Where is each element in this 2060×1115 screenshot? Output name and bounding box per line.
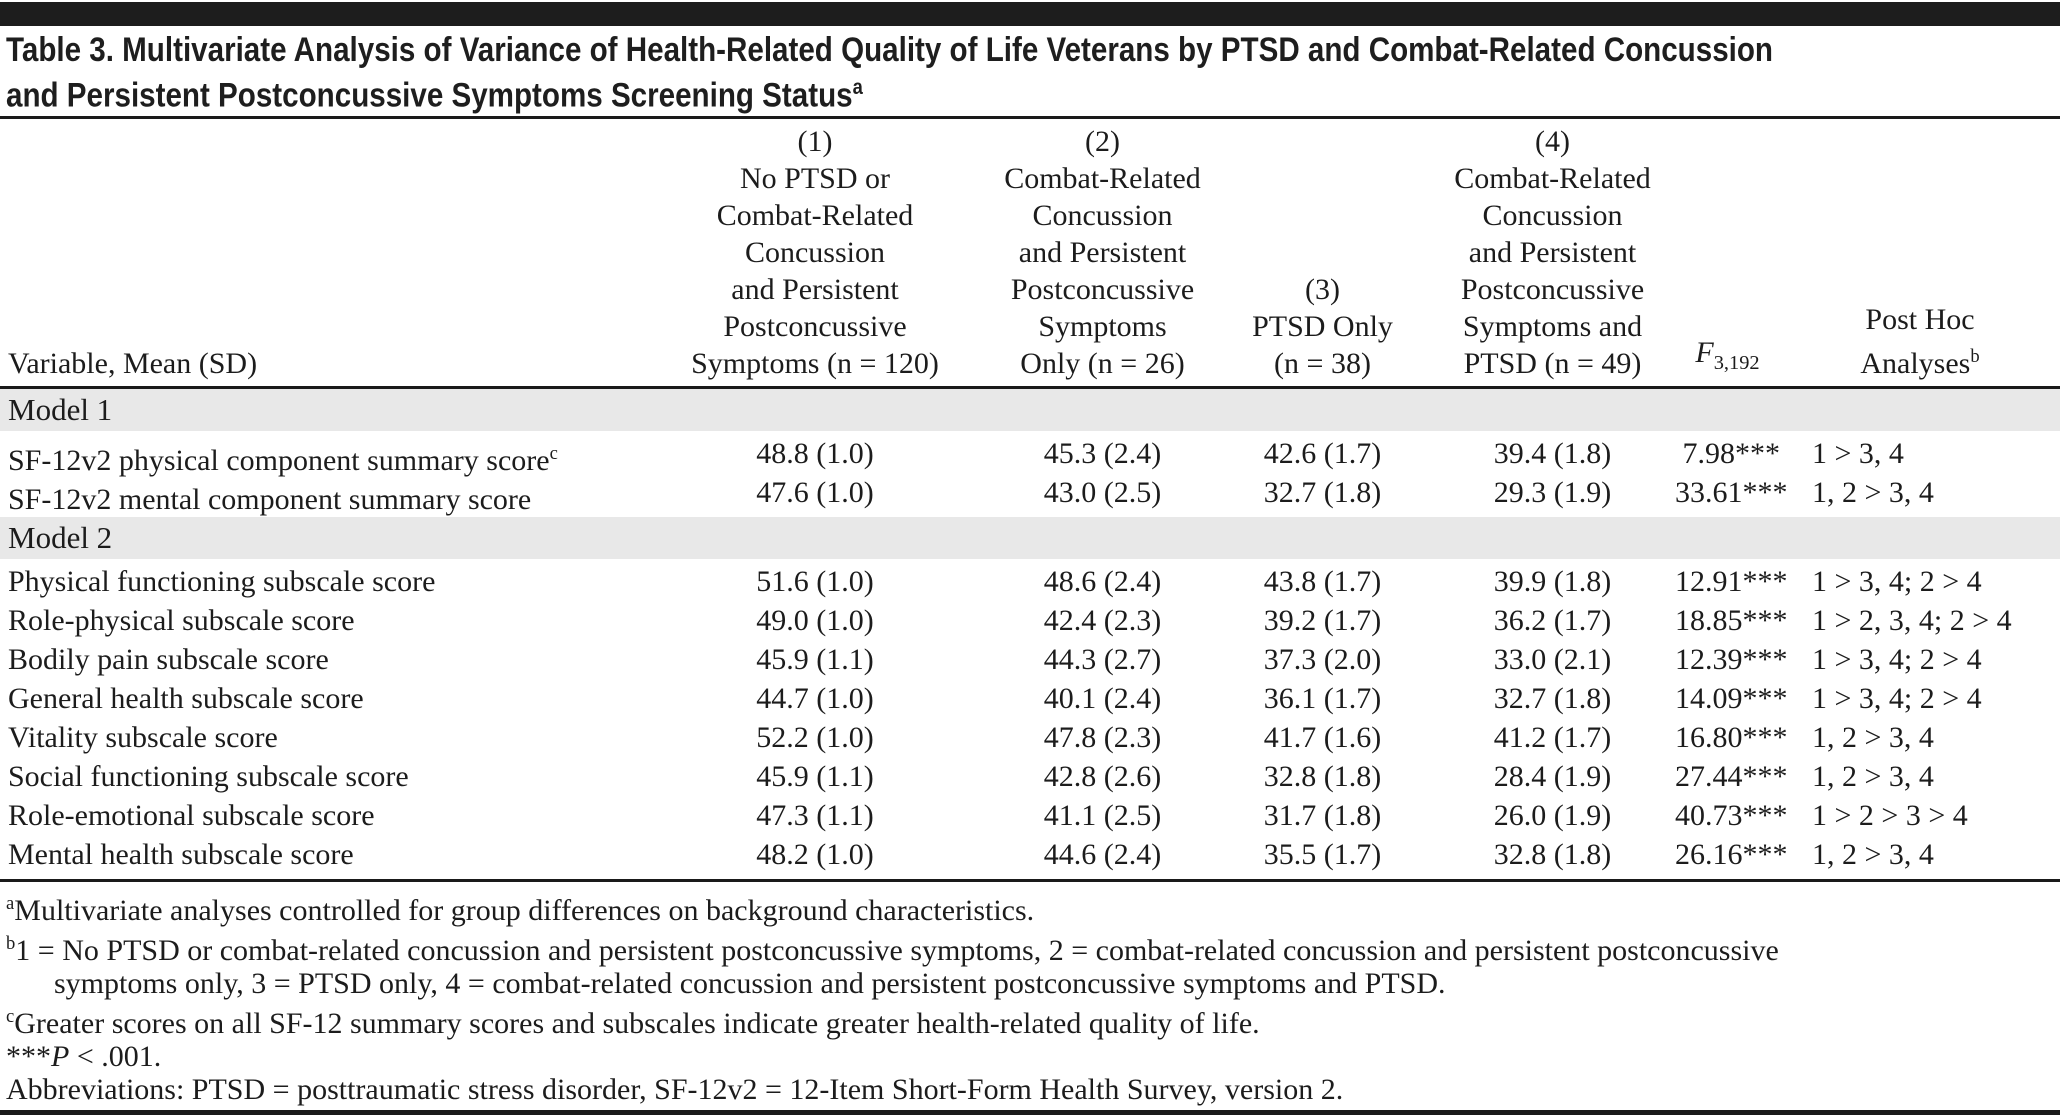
cell-group3: 43.8 (1.7) — [1263, 565, 1382, 599]
cell-group4: 41.2 (1.7) — [1493, 721, 1612, 755]
cell-group4: 32.7 (1.8) — [1493, 682, 1612, 716]
footnote-b: $^b$1 = No PTSD or combat-related concussion and persistent postconcussive symptoms, 2 = combat-related concussion and persistent postconcussive — [6, 933, 1779, 968]
cell-posthoc: 1, 2 > 3, 4 — [1812, 838, 1934, 872]
cell-group2: 40.1 (2.4) — [1043, 682, 1162, 716]
cell-group1: 48.8 (1.0) — [756, 437, 874, 471]
cell-group1: 45.9 (1.1) — [756, 643, 874, 677]
cell-group3: 37.3 (2.0) — [1263, 643, 1382, 677]
cell-group3: 32.8 (1.8) — [1263, 760, 1382, 794]
cell-group1: 51.6 (1.0) — [756, 565, 874, 599]
cell-group2: 47.8 (2.3) — [1043, 721, 1162, 755]
table-row — [0, 718, 2060, 757]
cell-posthoc: 1 > 2, 3, 4; 2 > 4 — [1812, 604, 2012, 638]
title-line: and Persistent Postconcussive Symptoms Screening Status$^a$ — [6, 76, 863, 115]
column-header-posthoc: Post Hoc Analyses$^b$ — [1860, 303, 1980, 381]
cell-posthoc: 1 > 3, 4; 2 > 4 — [1812, 565, 1982, 599]
cell-group1: 47.6 (1.0) — [756, 476, 874, 510]
cell-posthoc: 1, 2 > 3, 4 — [1812, 721, 1934, 755]
cell-group2: 44.6 (2.4) — [1043, 838, 1162, 872]
cell-group4: 29.3 (1.9) — [1493, 476, 1612, 510]
cell-group3: 41.7 (1.6) — [1263, 721, 1382, 755]
table-row — [0, 679, 2060, 718]
cell-group1: 52.2 (1.0) — [756, 721, 874, 755]
cell-group4: 33.0 (2.1) — [1493, 643, 1612, 677]
cell-variable: Role-emotional subscale score — [8, 799, 375, 833]
section-header-model1: Model 1 — [0, 389, 2060, 431]
cell-group2: 43.0 (2.5) — [1043, 476, 1162, 510]
cell-f-value: 40.73*** — [1675, 799, 1788, 833]
column-header-variable: Variable, Mean (SD) — [8, 347, 258, 381]
table-row — [0, 601, 2060, 640]
title-superscript: a — [852, 76, 863, 99]
cell-variable: Mental health subscale score — [8, 838, 354, 872]
cell-posthoc: 1, 2 > 3, 4 — [1812, 476, 1934, 510]
cell-f-value: 14.09*** — [1675, 682, 1788, 716]
cell-group2: 44.3 (2.7) — [1043, 643, 1162, 677]
cell-group3: 39.2 (1.7) — [1263, 604, 1382, 638]
cell-group3: 35.5 (1.7) — [1263, 838, 1382, 872]
cell-group3: 32.7 (1.8) — [1263, 476, 1382, 510]
top-black-bar — [0, 2, 2060, 26]
footnote-c: $^c$Greater scores on all SF-12 summary scores and subscales indicate greater health-related quality of life. — [6, 1006, 1260, 1041]
cell-group4: 26.0 (1.9) — [1493, 799, 1612, 833]
footnote-significance: ***P < .001. — [6, 1040, 162, 1074]
cell-variable: Vitality subscale score — [8, 721, 278, 755]
cell-group2: 42.4 (2.3) — [1043, 604, 1162, 638]
cell-group2: 45.3 (2.4) — [1043, 437, 1162, 471]
cell-group4: 39.4 (1.8) — [1493, 437, 1612, 471]
column-header-group2: (2) Combat-Related Concussion and Persistent Postconcussive Symptoms Only (n = 26) — [1004, 125, 1201, 381]
cell-f-value: 18.85*** — [1675, 604, 1788, 638]
column-header-group1: (1) No PTSD or Combat-Related Concussion and Persistent Postconcussive Symptoms (n = 120) — [691, 125, 939, 381]
cell-posthoc: 1 > 3, 4; 2 > 4 — [1812, 643, 1982, 677]
table-row — [0, 434, 2060, 478]
cell-f-value: 27.44*** — [1675, 760, 1788, 794]
column-header-group4: (4) Combat-Related Concussion and Persistent Postconcussive Symptoms and PTSD (n = 49) — [1454, 125, 1651, 381]
cell-posthoc: 1, 2 > 3, 4 — [1812, 760, 1934, 794]
cell-group1: 49.0 (1.0) — [756, 604, 874, 638]
model2-rows — [0, 559, 2060, 879]
table-title — [0, 26, 2060, 116]
table-row — [0, 640, 2060, 679]
cell-group4: 32.8 (1.8) — [1493, 838, 1612, 872]
cell-f-value: 12.91*** — [1675, 565, 1788, 599]
footnotes — [0, 882, 2060, 1108]
table-row — [0, 835, 2060, 874]
cell-variable: Physical functioning subscale score — [8, 565, 436, 599]
cell-variable: General health subscale score — [8, 682, 364, 716]
cell-variable: Role-physical subscale score — [8, 604, 355, 638]
cell-group1: 45.9 (1.1) — [756, 760, 874, 794]
model1-rows — [0, 431, 2060, 517]
cell-f-value: 16.80*** — [1675, 721, 1788, 755]
footnote-a: $^a$Multivariate analyses controlled for group differences on background characteristics. — [6, 893, 1035, 928]
cell-group1: 47.3 (1.1) — [756, 799, 874, 833]
cell-group3: 31.7 (1.8) — [1263, 799, 1382, 833]
cell-group4: 39.9 (1.8) — [1493, 565, 1612, 599]
cell-posthoc: 1 > 2 > 3 > 4 — [1812, 799, 1968, 833]
cell-variable: Social functioning subscale score — [8, 760, 409, 794]
cell-f-value: 26.16*** — [1675, 838, 1788, 872]
variable-superscript: c — [549, 443, 558, 465]
table-row — [0, 757, 2060, 796]
table-row — [0, 796, 2060, 835]
cell-variable: Bodily pain subscale score — [8, 643, 329, 677]
cell-group3: 42.6 (1.7) — [1263, 437, 1382, 471]
cell-group4: 28.4 (1.9) — [1493, 760, 1612, 794]
column-header-group3: (3) PTSD Only (n = 38) — [1252, 273, 1393, 381]
cell-variable: SF-12v2 physical component summary score$^c$ — [8, 443, 558, 478]
cell-f-value: 7.98*** — [1682, 437, 1780, 471]
cell-f-value: 33.61*** — [1675, 476, 1788, 510]
section-header-model2: Model 2 — [0, 517, 2060, 559]
footnote-b-continued: symptoms only, 3 = PTSD only, 4 = combat-related concussion and persistent postconcussive symptoms and PTSD. — [54, 967, 1446, 1001]
title-line: Table 3. Multivariate Analysis of Variance of Health-Related Quality of Life Veterans by PTSD and Combat-Related Concussion — [6, 31, 1774, 69]
table-row — [0, 562, 2060, 601]
table-header-row — [0, 119, 2060, 386]
table-row — [0, 473, 2060, 517]
cell-group4: 36.2 (1.7) — [1493, 604, 1612, 638]
cell-group1: 48.2 (1.0) — [756, 838, 874, 872]
bottom-rule — [0, 1110, 2060, 1115]
cell-group2: 42.8 (2.6) — [1043, 760, 1162, 794]
footnote-abbreviations: Abbreviations: PTSD = posttraumatic stress disorder, SF-12v2 = 12-Item Short-Form Health Survey, version 2. — [6, 1073, 1344, 1107]
cell-group2: 41.1 (2.5) — [1043, 799, 1162, 833]
cell-group1: 44.7 (1.0) — [756, 682, 874, 716]
column-header-f-statistic: $F_{3,192}$ — [1695, 336, 1760, 375]
cell-group3: 36.1 (1.7) — [1263, 682, 1382, 716]
cell-variable: SF-12v2 mental component summary score — [8, 483, 532, 517]
cell-posthoc: 1 > 3, 4; 2 > 4 — [1812, 682, 1982, 716]
cell-posthoc: 1 > 3, 4 — [1812, 437, 1904, 471]
cell-group2: 48.6 (2.4) — [1043, 565, 1162, 599]
cell-f-value: 12.39*** — [1675, 643, 1788, 677]
